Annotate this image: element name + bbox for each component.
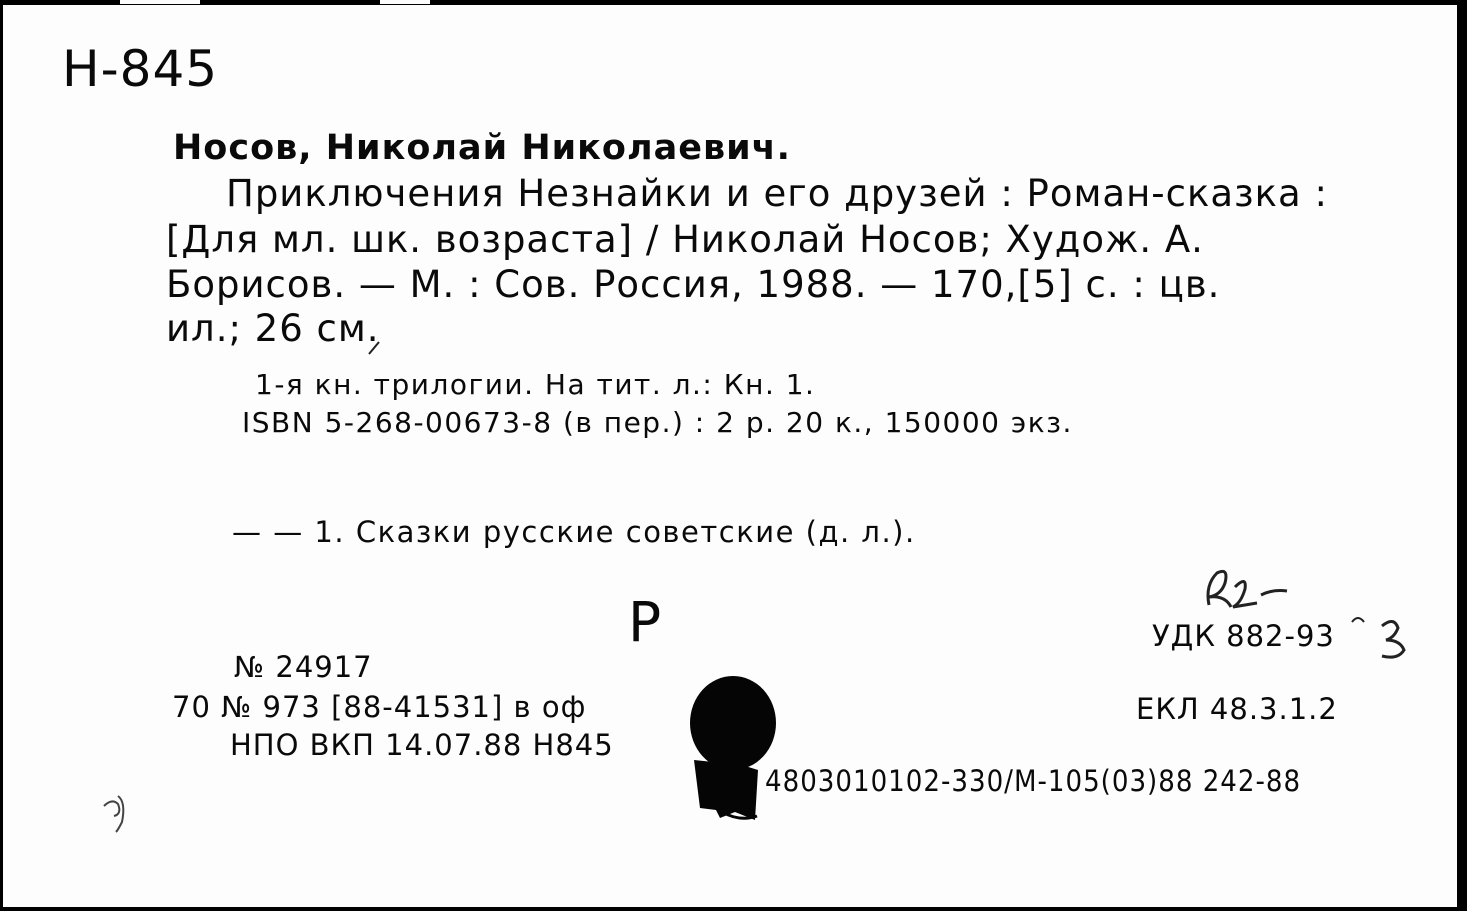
tick-mark-icon: [365, 340, 385, 360]
ekl-code: ЕКЛ 48.3.1.2: [1136, 692, 1338, 726]
print-info: НПО ВКП 14.07.88 Н845: [230, 728, 614, 762]
shelf-mark: Н-845: [62, 40, 219, 98]
author-heading: Носов, Николай Николаевич.: [173, 128, 791, 168]
handwritten-mark-icon: [98, 792, 138, 837]
print-order: 70 № 973 [88-41531] в оф: [172, 690, 587, 724]
card-number: № 24917: [234, 650, 373, 684]
udk-code: УДК 882-93: [1152, 619, 1335, 653]
handwritten-mark-icon: [1195, 565, 1305, 615]
note-line: 1-я кн. трилогии. На тит. л.: Кн. 1.: [255, 368, 816, 401]
description-line: [Для мл. шк. возраста] / Николай Носов; Худож. А.: [166, 218, 1204, 261]
subject-tracing: — — 1. Сказки русские советские (д. л.).: [232, 515, 916, 549]
description-line: Приключения Незнайки и его друзей : Роман-сказка :: [226, 172, 1328, 215]
handwritten-mark-icon: [1348, 612, 1423, 667]
isbn-line: ISBN 5-268-00673-8 (в пер.) : 2 р. 20 к., 150000 экз.: [242, 406, 1073, 439]
description-line: ил.; 26 см.: [166, 307, 380, 350]
catalog-code: 4803010102-330/М-105(03)88 242-88: [765, 764, 1302, 798]
description-line: Борисов. — М. : Сов. Россия, 1988. — 170,[5] с. : цв.: [166, 263, 1221, 306]
p-mark: Р: [628, 590, 662, 654]
